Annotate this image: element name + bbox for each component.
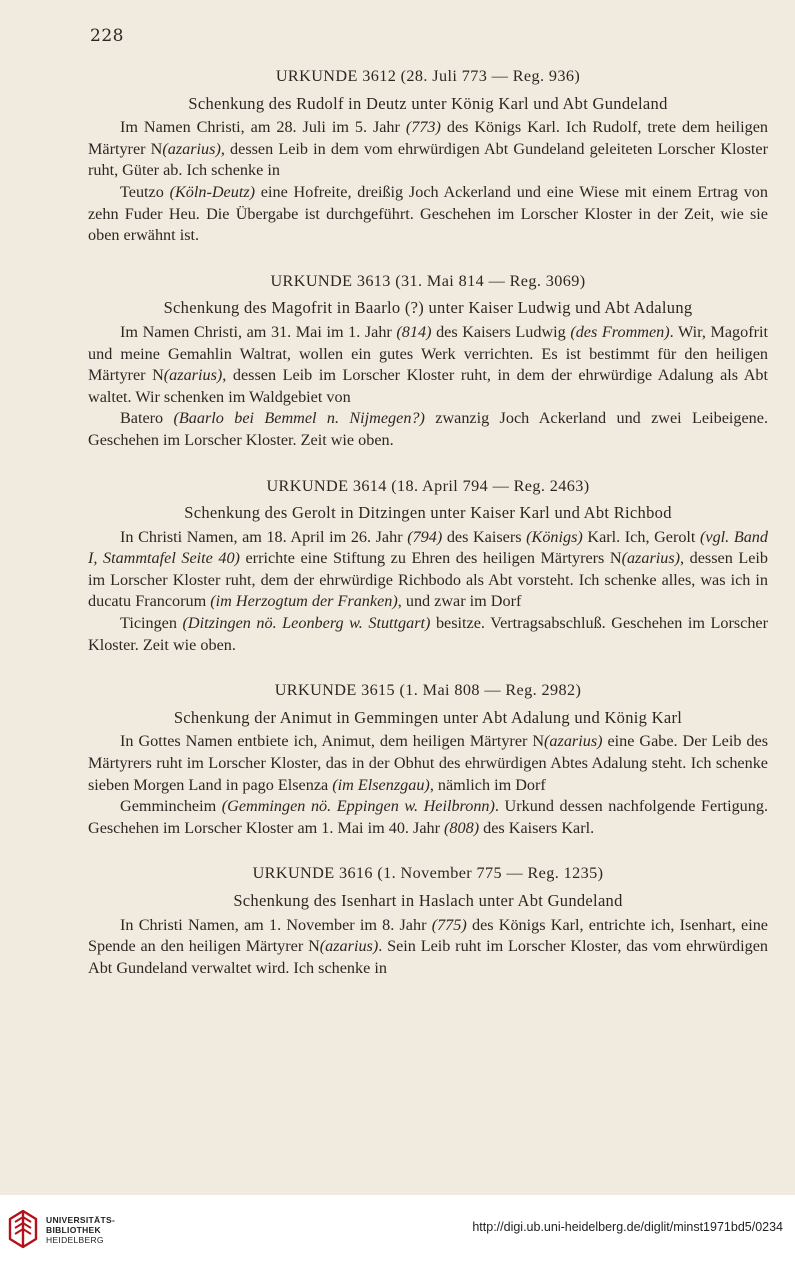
library-logo-text xyxy=(46,1215,115,1245)
charter-paragraph: Ticingen (Ditzingen nö. Leonberg w. Stuttgart) besitze. Vertragsabschluß. Geschehen im Lorscher Kloster. Zeit wie oben. xyxy=(88,614,768,654)
charter-heading: URKUNDE 3614 (18. April 794 — Reg. 2463) xyxy=(266,476,590,495)
charter-paragraph: In Christi Namen, am 1. November im 8. Jahr (775) des Königs Karl, entrichte ich, Isenhart, eine Spende an den heiligen Märtyrer N(azarius). Sein Leib ruht im Lorscher Kloster, das vom ehrwürdigen Abt Gundeland verwaltet wird. Ich schenke in xyxy=(88,915,768,977)
charter-section xyxy=(88,271,768,452)
charter-paragraph: Teutzo (Köln-Deutz) eine Hofreite, dreißig Joch Ackerland und eine Wiese mit einem Ertrag von zehn Fuder Heu. Die Übergabe ist durchgeführt. Geschehen im Lorscher Kloster in der Zeit, wie sie oben erwähnt ist. xyxy=(88,182,768,245)
charter-section xyxy=(88,66,768,247)
charter-title: Schenkung des Magofrit in Baarlo (?) unter Kaiser Ludwig und Abt Adalung xyxy=(163,298,693,318)
logo-line: BIBLIOTHEK xyxy=(46,1225,101,1235)
charter-heading: URKUNDE 3613 (31. Mai 814 — Reg. 3069) xyxy=(270,271,586,290)
charter-paragraph: In Gottes Namen entbiete ich, Animut, dem heiligen Märtyrer N(azarius) eine Gabe. Der Leib des Märtyrers ruht im Lorscher Kloster, das in der Obhut des ehrwürdigen Abtes Adalung steht. Ich schenke sieben Morgen Land in pago Elsenza (im Elsenzgau), nämlich im Dorf xyxy=(88,732,768,794)
university-library-logo-icon xyxy=(6,1209,40,1249)
charter-title: Schenkung des Gerolt in Ditzingen unter Kaiser Karl und Abt Richbod xyxy=(184,503,672,523)
charter-title: Schenkung des Isenhart in Haslach unter Abt Gundeland xyxy=(233,891,623,910)
page-number: 228 xyxy=(90,26,124,46)
charter-section xyxy=(88,680,768,839)
charter-section xyxy=(88,476,768,657)
charter-heading: URKUNDE 3612 (28. Juli 773 — Reg. 936) xyxy=(275,67,581,85)
charter-paragraph: In Christi Namen, am 18. April im 26. Jahr (794) des Kaisers (Königs) Karl. Ich, Gerolt (vgl. Band I, Stammtafel Seite 40) errichte eine Stiftung zu Ehren des heiligen Märtyrers N(azarius), dessen Leib im Lorscher Kloster ruht, dem der ehrwürdige Richbodo als Abt vorsteht. Ich schenke alles, was ich in ducatu Francorum (im Herzogtum der Franken), und zwar im Dorf xyxy=(88,527,769,611)
charter-title: Schenkung der Animut in Gemmingen unter Abt Adalung und König Karl xyxy=(173,707,683,727)
logo-line: UNIVERSITÄTS- xyxy=(46,1215,116,1225)
logo-line: HEIDELBERG xyxy=(46,1235,104,1245)
charter-heading: URKUNDE 3615 (1. Mai 808 — Reg. 2982) xyxy=(274,681,582,700)
charter-section xyxy=(88,863,768,979)
charter-title: Schenkung des Rudolf in Deutz unter König Karl und Abt Gundeland xyxy=(188,93,668,113)
charter-heading: URKUNDE 3616 (1. November 775 — Reg. 1235) xyxy=(252,864,604,883)
charter-paragraph: Im Namen Christi, am 31. Mai im 1. Jahr (814) des Kaisers Ludwig (des Frommen). Wir, Magofrit und meine Gemahlin Waltrat, wollen ein gutes Werk verrichten. Es ist bestimmt für den heiligen Märtyrer N(azarius), dessen Leib im Lorscher Kloster ruht, in dem der ehrwürdige Adalung als Abt waltet. Wir schenken im Waldgebiet von xyxy=(88,322,769,406)
source-url-link[interactable]: http://digi.ub.uni-heidelberg.de/diglit/minst1971bd5/0234 xyxy=(472,1220,783,1234)
charter-paragraph: Gemmincheim (Gemmingen nö. Eppingen w. Heilbronn). Urkund dessen nachfolgende Fertigung. Geschehen im Lorscher Kloster am 1. Mai im 40. Jahr (808) des Kaisers Karl. xyxy=(88,797,769,837)
footer-bar xyxy=(0,1195,795,1262)
page-content xyxy=(88,66,768,1003)
charter-paragraph: Batero (Baarlo bei Bemmel n. Nijmegen?) zwanzig Joch Ackerland und zwei Leibeigene. Geschehen im Lorscher Kloster. Zeit wie oben. xyxy=(88,409,768,449)
charter-paragraph: Im Namen Christi, am 28. Juli im 5. Jahr (773) des Königs Karl. Ich Rudolf, trete dem heiligen Märtyrer N(azarius), dessen Leib in dem vom ehrwürdigen Abt Gundeland geleiteten Lorscher Kloster ruht, Güter ab. Ich schenke in xyxy=(88,118,768,180)
